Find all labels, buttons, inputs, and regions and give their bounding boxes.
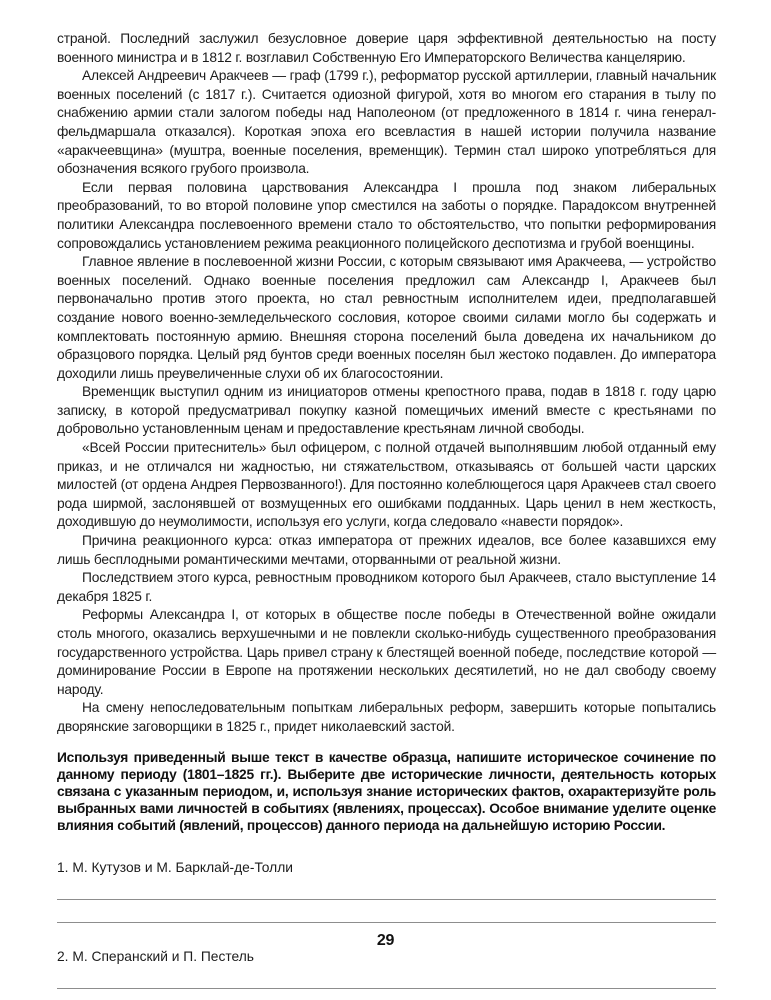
answer-blank-line — [57, 877, 716, 900]
paragraph: Если первая половина царствования Александра I прошла под знаком либеральных преобразований, то во второй половине упор сместился на заботы о порядке. Парадоксом внутренней политики Александра послевоенного времени стало то обстоятельство, что попытки реформирования сопровождались установлением режима реакционного полицейского деспотизма и грубой военщины. — [57, 179, 716, 251]
answer-blank-line — [57, 900, 716, 923]
paragraph: «Всей России притеснитель» был офицером, с полной отдачей выполнявшим любой отданный ему приказ, и не отличался ни жадностью, ни стяжательством, отказываясь от большей части царских милостей (от ордена Андрея Первозванного!). Для постоянно колеблющегося царя Аракчеев стал своего рода ширмой, заслонявшей от возмущенных его ошибками подданных. Царь ценил в нем жесткость, доходившую до неумолимости, используя его услуги, когда следовало «навести порядок». — [57, 440, 716, 530]
paragraph: Последствием этого курса, ревностным проводником которого был Аракчеев, стало выступление 14 декабря 1825 г. — [57, 570, 716, 604]
answer-blank-line — [57, 966, 716, 989]
article-text — [57, 30, 716, 737]
answer-item-2 — [57, 948, 716, 1000]
paragraph: Главное явление в послевоенной жизни России, с которым связывают имя Аракчеева, — устройство военных поселений. Однако военные поселения предложил сам Александр I, Аракчеев был первоначально против этого проекта, но стал ревностным исполнителем идеи, предполагавшей создание нового военно-земледельческого сословия, которое своими силами могло бы содержать и комплектовать постоянную армию. Внешняя сторона поселений была доведена их начальником до образцового порядка. Целый ряд бунтов среди военных поселян был жестоко подавлен. До императора доходили лишь преувеличенные слухи об их благосостоянии. — [57, 254, 716, 381]
answer-item-1 — [57, 859, 716, 923]
page-number: 29 — [376, 932, 395, 949]
paragraph: Алексей Андреевич Аракчеев — граф (1799 г.), реформатор русской артиллерии, главный начальник военных поселений (с 1817 г.). Считается одиозной фигурой, хотя во многом его старания в тылу по снабжению армии стали залогом победы над Наполеоном (от предложенного в 1814 г. чина генерал-фельдмаршала отказался). Короткая эпоха его всевластия в нашей истории получила название «аракчеевщина» (муштра, военные поселения, временщик). Термин стал широко употребляться для обозначения всякого грубого произвола. — [57, 68, 716, 177]
assignment-text: Используя приведенный выше текст в качестве образца, напишите историческое сочинение по данному периоду (1801–1825 гг.). Выберите две исторические личности, деятельность которых связана с указанным периодом, и, используя знание исторических фактов, охарактеризуйте роль выбранных вами личностей в событиях (явлениях, процессах). Особое внимание уделите оценке влияния событий (явлений, процессов) данного периода на дальнейшую историю России. — [57, 749, 716, 833]
paragraph: На смену непоследовательным попыткам либеральных реформ, завершить которые попытались дворянские заговорщики в 1825 г., придет николаевский застой. — [57, 700, 716, 734]
answer-blank-line — [57, 989, 716, 1000]
paragraph: Причина реакционного курса: отказ императора от прежних идеалов, все более казавшихся ему лишь бесплодными романтическими мечтами, оторванными от реальной жизни. — [57, 533, 716, 567]
paragraph: страной. Последний заслужил безусловное доверие царя эффективной деятельностью на посту военного министра и в 1812 г. возглавил Собственную Его Императорского Величества канцелярию. — [57, 31, 716, 65]
paragraph: Реформы Александра I, от которых в обществе после победы в Отечественной войне ожидали столь многого, оказались верхушечными и не повлекли сколько-нибудь существенного преобразования государственного устройства. Царь привел страну к блестящей военной победе, последствие которой — доминирование России в Европе на протяжении нескольких десятилетий, но не дал свободу своему народу. — [57, 607, 716, 697]
answer-item-1-label: 1. М. Кутузов и М. Барклай-де-Толли — [57, 859, 293, 875]
paragraph: Временщик выступил одним из инициаторов отмены крепостного права, подав в 1818 г. году царю записку, в которой предусматривал покупку казной помещичьих имений вместе с крестьянами по добровольно установленным ценам и предоставление крестьянам личной свободы. — [57, 384, 716, 437]
answer-item-2-label: 2. М. Сперанский и П. Пестель — [57, 948, 254, 964]
